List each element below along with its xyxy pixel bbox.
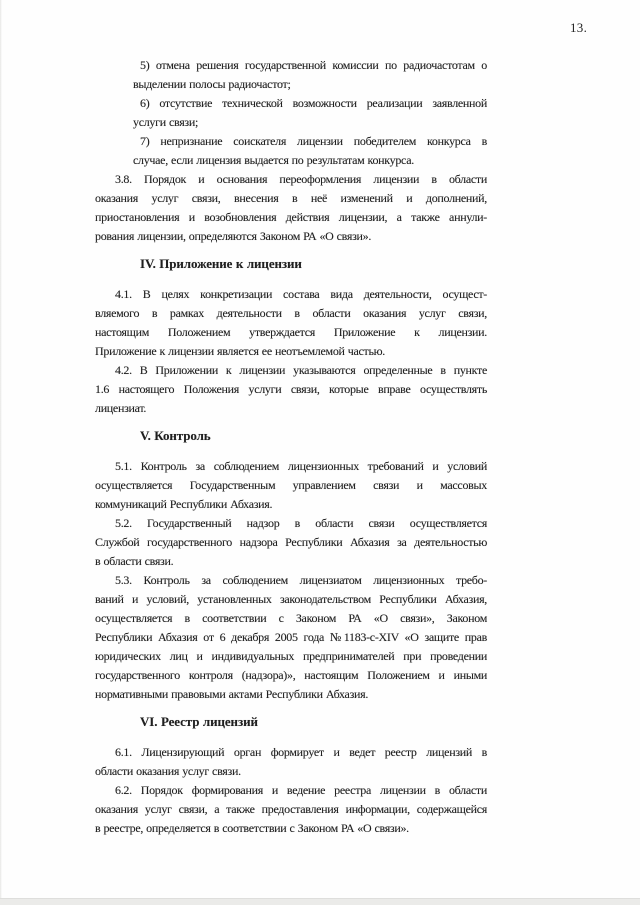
text-line: государственного контроля (надзора)», настоящим Положением и иными <box>95 668 487 682</box>
text-line: области оказания услуг связи. <box>95 764 241 778</box>
text-line: 6.1. Лицензирующий орган формирует и ведет реестр лицензий в <box>115 745 487 759</box>
text-line: 4.2. В Приложении к лицензии указываются определенные в пункте <box>115 363 487 377</box>
section-heading: V. Контроль <box>140 428 211 443</box>
text-line: оказания услуг связи, а также предоставления информации, содержащейся <box>95 802 487 816</box>
text-line: рования лицензии, определяются Законом РА «О связи». <box>95 229 372 243</box>
text-line: случае, если лицензия выдается по результатам конкурса. <box>133 153 414 167</box>
text-line: в реестре, определяется в соответствии с Законом РА «О связи». <box>95 821 409 835</box>
text-line: 4.1. В целях конкретизации состава вида деятельности, осущест- <box>115 287 487 301</box>
text-line: вляемого в рамках деятельности в области оказания услуг связи, <box>95 306 487 320</box>
text-line: 3.8. Порядок и основания переоформления лицензии в области <box>115 172 487 186</box>
text-line: 6) отсутствие технической возможности реализации заявленной <box>140 96 487 110</box>
section-heading: IV. Приложение к лицензии <box>140 256 302 271</box>
text-line: выделении полосы радиочастот; <box>133 77 291 91</box>
text-line: 5.3. Контроль за соблюдением лицензиатом лицензионных требо- <box>115 573 487 587</box>
text-line: оказания услуг связи, внесения в неё изменений и дополнений, <box>95 191 487 205</box>
text-line: в области связи. <box>95 554 174 568</box>
text-line: ваний и условий, установленных законодательством Республики Абхазия, <box>95 592 487 606</box>
text-line: юридических лиц и индивидуальных предпринимателей при проведении <box>95 649 487 663</box>
text-line: Приложение к лицензии является ее неотъемлемой частью. <box>95 344 386 358</box>
section-heading: VI. Реестр лицензий <box>140 714 258 729</box>
scan-left-edge <box>0 0 2 905</box>
scan-bottom-edge <box>0 898 640 905</box>
document-body <box>95 56 487 838</box>
text-line: услуги связи; <box>133 115 199 129</box>
text-line: 5.2. Государственный надзор в области связи осуществляется <box>115 516 487 530</box>
text-line: коммуникаций Республики Абхазия. <box>95 497 273 511</box>
text-line: 7) непризнание соискателя лицензии победителем конкурса в <box>140 134 487 148</box>
text-line: осуществляется Государственным управлением связи и массовых <box>95 478 487 492</box>
text-line: 6.2. Порядок формирования и ведение реестра лицензии в области <box>115 783 487 797</box>
text-line: 5.1. Контроль за соблюдением лицензионных требований и условий <box>115 459 487 473</box>
text-line: нормативными правовыми актами Республики Абхазия. <box>95 687 369 701</box>
text-line: лицензиат. <box>95 401 147 415</box>
text-line: настоящим Положением утверждается Приложение к лицензии. <box>95 325 487 339</box>
text-line: приостановления и возобновления действия лицензии, а также аннули- <box>95 210 487 224</box>
text-line: Республики Абхазия от 6 декабря 2005 года №1183-с-XIV «О защите прав <box>95 630 487 644</box>
page-number: 13. <box>570 20 588 35</box>
text-line: 1.6 настоящего Положения услуги связи, которые вправе осуществлять <box>95 382 487 396</box>
text-line: 5) отмена решения государственной комиссии по радиочастотам о <box>140 58 487 72</box>
text-line: осуществляется в соответствии с Законом РА «О связи», Законом <box>95 611 487 625</box>
text-line: Службой государственного надзора Республики Абхазия за деятельностью <box>95 535 487 549</box>
